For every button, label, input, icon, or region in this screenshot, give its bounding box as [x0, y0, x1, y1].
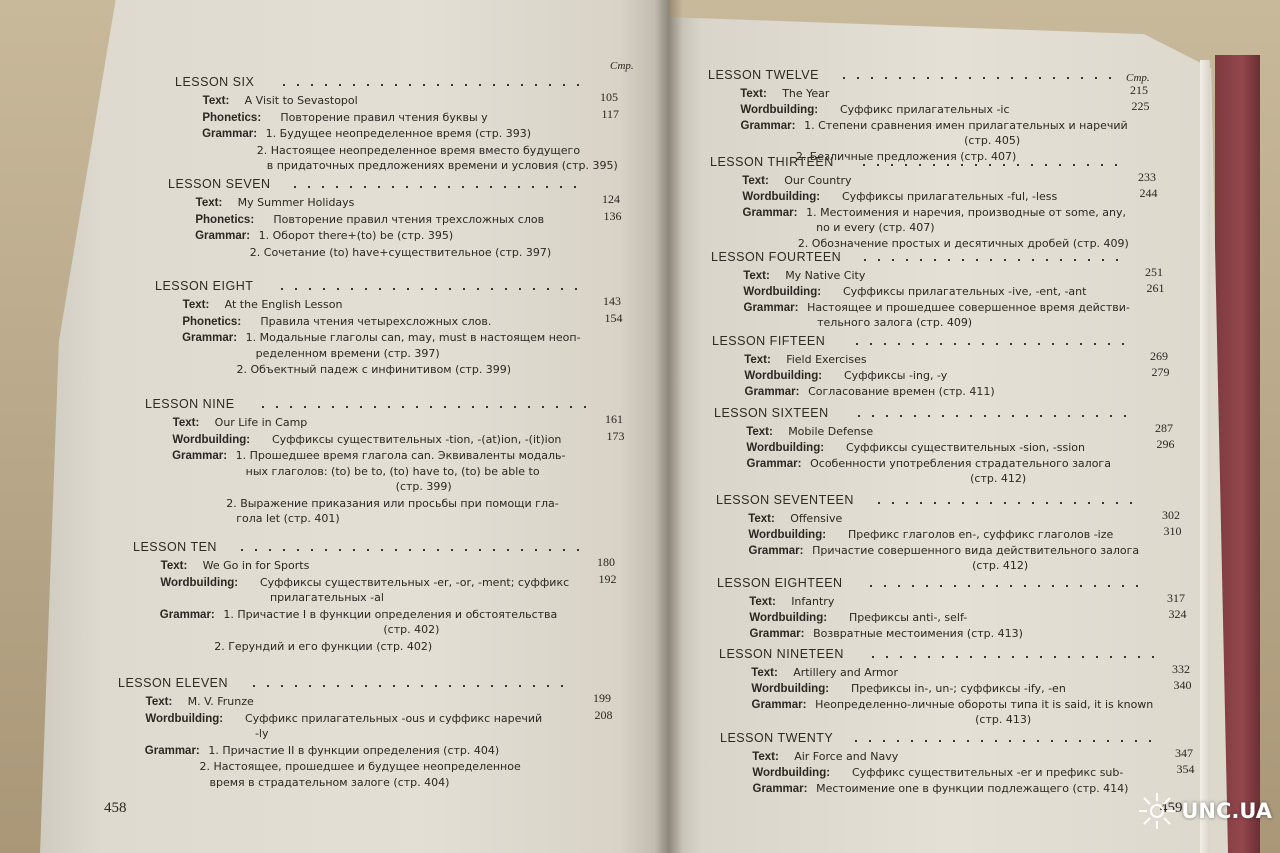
- entry-text: Повторение правил чтения буквы y: [280, 110, 488, 124]
- entry-label: Text:: [182, 299, 210, 311]
- entry-label: Wordbuilding:: [752, 767, 831, 779]
- leader-dots: [857, 164, 1120, 166]
- entry-text: A Visit to Sevastopol: [244, 94, 358, 107]
- entry-text-line: 1. Модальные глаголы can, may, must в настоящем неоп-: [245, 331, 581, 344]
- entry-page-number: 324: [1168, 607, 1187, 621]
- entry-label: Phonetics:: [182, 315, 242, 328]
- entry-page-number: 287: [1155, 421, 1173, 435]
- leader-dots: [235, 549, 579, 551]
- entry-label: Grammar:: [742, 207, 798, 219]
- entry-text-line: (стр. 412): [972, 559, 1029, 572]
- entry-text: Правила чтения четырехсложных слов.: [260, 314, 492, 328]
- leader-dots: [849, 740, 1157, 742]
- leader-dots: [850, 343, 1132, 345]
- entry-label: Text:: [752, 751, 779, 763]
- entry-text-line: Согласование времен (стр. 411): [808, 385, 995, 398]
- entry-label: Wordbuilding:: [749, 612, 828, 624]
- entry-text: Our Life in Camp: [214, 416, 308, 429]
- entry-page-number: 310: [1163, 524, 1182, 538]
- lesson-title: LESSON TWELVE: [708, 68, 819, 82]
- lesson-title: LESSON FIFTEEN: [712, 334, 826, 348]
- entry-text: Artillery and Armor: [793, 666, 899, 679]
- entry-label: Grammar:: [195, 230, 251, 242]
- entry-page-number: 161: [605, 412, 623, 426]
- entry-text-line: Суффиксы существительных -er, -or, -ment; суффикс: [259, 575, 570, 589]
- leader-dots: [852, 415, 1137, 417]
- entry-text-line: Настоящее и прошедшее совершенное время действи-: [807, 301, 1130, 314]
- entry-page-number: 261: [1146, 281, 1165, 295]
- entry-text-line: Суффикс прилагательных -ous и суффикс наречий: [244, 711, 543, 725]
- entry-text-line: 1. Причастие I в функции определения и обстоятельства: [223, 607, 558, 621]
- lesson-title: LESSON TEN: [133, 540, 217, 554]
- entry-label: Grammar:: [743, 302, 799, 314]
- entry-label: Grammar:: [748, 545, 804, 557]
- entry-label: Wordbuilding:: [740, 104, 819, 116]
- page-number-folio: 459: [1160, 800, 1183, 816]
- entry-page-number: 279: [1151, 365, 1170, 379]
- entry-text-line: 2. Сочетание (to) have+существительное (стр. 397): [249, 245, 552, 259]
- entry-page-number: 302: [1162, 508, 1180, 522]
- entry-label: Text:: [145, 696, 173, 708]
- entry-page-number: 143: [603, 294, 621, 308]
- lesson-title: LESSON THIRTEEN: [710, 155, 834, 169]
- entry-label: Text:: [743, 270, 770, 282]
- entry-text-line: (стр. 412): [970, 472, 1027, 485]
- entry-text: Суффиксы существительных -sion, -ssion: [845, 441, 1085, 454]
- entry-page-number: 244: [1139, 186, 1158, 200]
- entry-text-line: Неопределенно-личные обороты типа it is said, it is known: [815, 698, 1154, 711]
- entry-text: Суффиксы прилагательных -ful, -less: [841, 190, 1058, 203]
- entry-label: Wordbuilding:: [743, 286, 822, 298]
- entry-label: Wordbuilding:: [172, 433, 251, 446]
- page-number-folio: 458: [104, 800, 127, 816]
- entry-text: My Summer Holidays: [237, 196, 355, 209]
- lesson-title: LESSON TWENTY: [720, 731, 834, 745]
- entry-text: We Go in for Sports: [202, 559, 310, 572]
- entry-text-line: 2. Безличные предложения (стр. 407): [795, 150, 1017, 163]
- entry-text: The Year: [782, 87, 830, 100]
- sun-logo-icon: [1137, 791, 1177, 831]
- entry-label: Text:: [740, 88, 767, 100]
- entry-label: Text:: [172, 417, 200, 429]
- entry-text: Повторение правил чтения трехсложных слов: [273, 212, 545, 226]
- entry-label: Text:: [160, 560, 188, 572]
- leader-dots: [872, 502, 1144, 504]
- entry-text: Field Exercises: [786, 353, 867, 366]
- entry-text-line: 2. Настоящее, прошедшее и будущее неопределенное: [199, 760, 521, 773]
- entry-text: Префиксы in-, un-; суффиксы -ify, -en: [850, 682, 1066, 695]
- entry-label: Grammar:: [159, 608, 215, 621]
- entry-label: Grammar:: [144, 744, 200, 757]
- entry-label: Grammar:: [744, 386, 800, 398]
- entry-text-line: -ly: [254, 727, 269, 740]
- entry-text-line: no и every (стр. 407): [816, 221, 935, 234]
- entry-text-line: (стр. 399): [395, 480, 452, 493]
- entry-page-number: 173: [606, 428, 625, 443]
- watermark-text: UNC.UA: [1181, 799, 1272, 823]
- entry-label: Text:: [195, 197, 223, 209]
- entry-label: Wordbuilding:: [742, 191, 821, 203]
- entry-text-line: прилагательных -al: [269, 591, 384, 604]
- entry-text-line: Возвратные местоимения (стр. 413): [813, 627, 1023, 640]
- leader-dots: [866, 656, 1154, 658]
- entry-page-number: 296: [1156, 437, 1175, 451]
- entry-label: Grammar:: [746, 458, 802, 470]
- entry-text-line: тельного залога (стр. 409): [817, 316, 973, 329]
- lesson-title: LESSON SEVENTEEN: [716, 493, 854, 507]
- entry-label: Text:: [742, 175, 769, 187]
- entry-text-line: 2. Объектный падеж с инфинитивом (стр. 399): [236, 363, 512, 376]
- entry-text-line: Местоимение one в функции подлежащего (стр. 414): [816, 782, 1129, 795]
- entry-text: Суффикс существительных -er и префикс sub-: [851, 766, 1124, 779]
- entry-label: Grammar:: [752, 783, 808, 795]
- entry-text-line: 1. Будущее неопределенное время (стр. 393): [265, 127, 532, 140]
- entry-text-line: ных глаголов: (to) be to, (to) have to, (to) be able to: [245, 464, 540, 478]
- page-column-header: Стр.: [610, 60, 634, 72]
- entry-text: Префиксы anti-, self-: [848, 611, 968, 624]
- lesson-title: LESSON SIX: [175, 75, 255, 89]
- leader-dots: [858, 259, 1127, 261]
- entry-label: Wordbuilding:: [748, 529, 827, 541]
- entry-text-line: (стр. 413): [975, 713, 1032, 726]
- entry-text: M. V. Frunze: [187, 695, 254, 708]
- entry-page-number: 332: [1172, 662, 1190, 676]
- entry-text: Суффиксы прилагательных -ive, -ent, -ant: [842, 285, 1087, 298]
- entry-text-line: 1. Степени сравнения имен прилагательных и наречий: [804, 119, 1128, 132]
- entry-label: Grammar:: [172, 450, 228, 462]
- entry-label: Phonetics:: [202, 111, 262, 124]
- entry-label: Grammar:: [749, 628, 805, 640]
- entry-page-number: 269: [1150, 349, 1168, 363]
- entry-text: Суффикс прилагательных -ic: [839, 103, 1010, 116]
- entry-text: Суффиксы существительных -tion, -(at)ion, -(it)ion: [271, 432, 562, 446]
- entry-text-line: 2. Обозначение простых и десятичных дробей (стр. 409): [797, 237, 1129, 250]
- entry-label: Wordbuilding:: [744, 370, 823, 382]
- page-edges: [1200, 60, 1210, 853]
- lesson-title: LESSON SIXTEEN: [714, 406, 829, 420]
- leader-dots: [277, 84, 582, 86]
- entry-label: Wordbuilding:: [145, 712, 224, 725]
- entry-label: Text:: [749, 596, 776, 608]
- leader-dots: [837, 77, 1112, 79]
- entry-text: Префикс глаголов en-, суффикс глаголов -ize: [847, 528, 1114, 541]
- entry-text: Air Force and Navy: [794, 750, 899, 763]
- entry-text: Суффиксы -ing, -y: [843, 369, 948, 382]
- leader-dots: [275, 288, 585, 290]
- entry-page-number: 347: [1175, 746, 1193, 760]
- entry-text-line: (стр. 402): [383, 623, 440, 636]
- entry-label: Phonetics:: [195, 213, 255, 226]
- book-gutter: [655, 0, 683, 853]
- entry-label: Text:: [746, 426, 773, 438]
- entry-text-line: Особенности употребления страдательного залога: [810, 457, 1111, 470]
- entry-page-number: 180: [597, 555, 615, 569]
- entry-page-number: 192: [598, 571, 617, 586]
- leader-dots: [247, 685, 575, 687]
- entry-label: Text:: [744, 354, 771, 366]
- entry-text-line: в придаточных предложениях времени и условия (стр. 395): [266, 159, 618, 172]
- entry-page-number: 199: [593, 691, 611, 705]
- lesson-title: LESSON SEVEN: [168, 177, 271, 191]
- entry-label: Wordbuilding:: [751, 683, 830, 695]
- entry-label: Grammar:: [751, 699, 807, 711]
- entry-label: Text:: [202, 95, 230, 107]
- entry-page-number: 105: [600, 90, 618, 104]
- lesson-title: LESSON NINE: [145, 397, 235, 411]
- entry-text: At the English Lesson: [224, 298, 343, 311]
- leader-dots: [288, 186, 584, 188]
- entry-page-number: 317: [1167, 591, 1185, 605]
- entry-label: Wordbuilding:: [746, 442, 825, 454]
- entry-label: Text:: [751, 667, 778, 679]
- entry-text-line: 1. Причастие II в функции определения (стр. 404): [208, 743, 500, 757]
- entry-page-number: 354: [1176, 762, 1195, 776]
- page-column-header: Стр.: [1126, 72, 1150, 84]
- entry-page-number: 117: [601, 106, 620, 121]
- entry-page-number: 136: [603, 208, 622, 223]
- entry-text: Infantry: [791, 595, 835, 608]
- lesson-title: LESSON EIGHTEEN: [717, 576, 843, 590]
- entry-label: Grammar:: [740, 120, 796, 132]
- entry-text-line: ределенном времени (стр. 397): [255, 346, 440, 360]
- entry-text-line: 2. Герундий и его функции (стр. 402): [214, 639, 433, 653]
- entry-label: Grammar:: [202, 128, 258, 140]
- entry-text-line: 2. Настоящее неопределенное время вместо будущего: [256, 143, 581, 157]
- watermark: [1137, 791, 1272, 831]
- lesson-title: LESSON NINETEEN: [719, 647, 844, 661]
- entry-text: My Native City: [785, 269, 866, 282]
- entry-page-number: 251: [1145, 265, 1163, 279]
- entry-text-line: 1. Оборот there+(to) be (стр. 395): [258, 229, 454, 242]
- entry-label: Wordbuilding:: [160, 576, 239, 589]
- entry-label: Text:: [748, 513, 775, 525]
- entry-text: Mobile Defense: [788, 425, 874, 438]
- leader-dots: [864, 585, 1149, 587]
- entry-page-number: 215: [1130, 83, 1148, 97]
- entry-text-line: время в страдательном залоге (стр. 404): [209, 775, 450, 789]
- entry-text-line: гола let (стр. 401): [236, 512, 340, 525]
- entry-text-line: Причастие совершенного вида действительного залога: [812, 544, 1140, 557]
- entry-text-line: 2. Выражение приказания или просьбы при помощи гла-: [226, 496, 559, 510]
- entry-text-line: 1. Местоимения и наречия, производные от some, any,: [806, 206, 1126, 219]
- entry-label: Grammar:: [182, 332, 238, 344]
- entry-text-line: 1. Прошедшее время глагола can. Эквиваленты модаль-: [235, 449, 566, 462]
- entry-page-number: 154: [604, 310, 623, 325]
- entry-text-line: (стр. 405): [964, 134, 1021, 147]
- entry-page-number: 208: [594, 707, 613, 722]
- entry-text: Offensive: [790, 512, 843, 525]
- entry-page-number: 124: [602, 192, 620, 206]
- lesson-title: LESSON FOURTEEN: [711, 250, 842, 264]
- entry-page-number: 340: [1173, 678, 1192, 692]
- entry-page-number: 233: [1138, 170, 1156, 184]
- entry-page-number: 225: [1131, 99, 1150, 113]
- lesson-title: LESSON EIGHT: [155, 279, 254, 293]
- leader-dots: [256, 406, 587, 408]
- lesson-title: LESSON ELEVEN: [118, 676, 229, 690]
- entry-text: Our Country: [784, 174, 852, 187]
